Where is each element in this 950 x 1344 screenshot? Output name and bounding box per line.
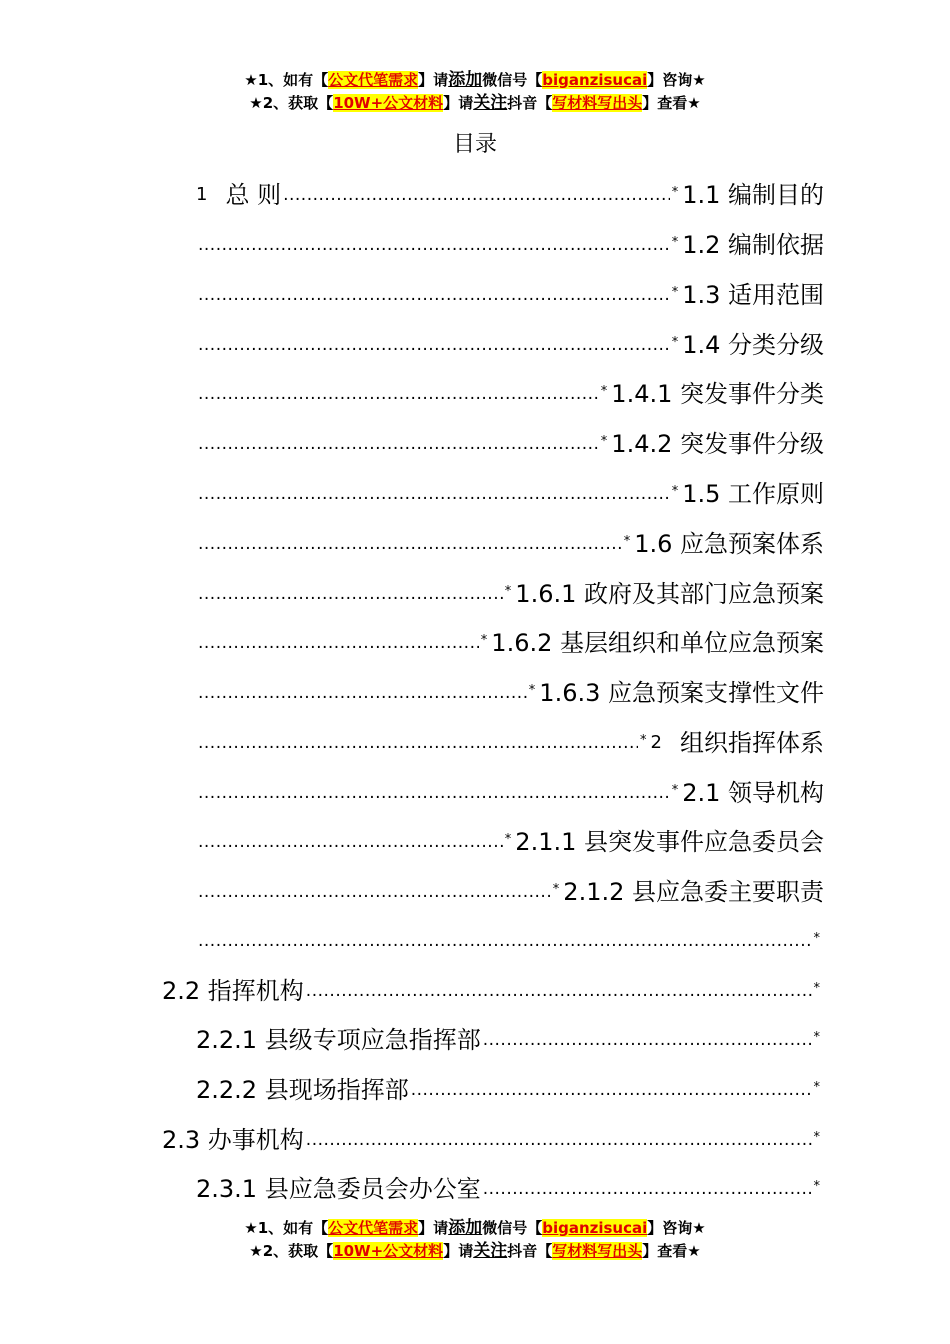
toc-next-text: 1.2 编制依据 [682,231,824,259]
banner-text: 微信号【 [482,71,543,89]
toc-next-number: 2 [650,732,662,753]
toc-text: 2.3 办事机构 [162,1126,304,1154]
toc-next-text: 2.1.2 县应急委主要职责 [563,878,824,906]
banner-highlight: biganzisucai [542,71,648,89]
toc-leader [198,483,670,505]
toc-entry[interactable] [196,873,824,907]
banner-underline: 添加 [448,1218,483,1238]
banner-text: 】请 [418,1219,449,1237]
banner-underline: 添加 [448,70,483,90]
toc-page-marker: * [600,384,608,399]
toc-page-marker: * [671,484,679,499]
toc-leader [198,383,599,405]
toc-leader [198,533,622,555]
toc-leader [306,1129,812,1151]
toc-next-text: 1.6.2 基层组织和单位应急预案 [491,629,824,657]
toc-page-marker: * [528,683,536,698]
toc-entry[interactable] [196,525,824,559]
toc-leader [198,732,638,754]
banner-text: ★1、如有【 [244,71,329,89]
toc-entry[interactable] [196,375,824,409]
toc-leader [198,782,670,804]
banner-text: 】查看★ [642,1242,701,1260]
banner-text: 】咨询★ [647,71,706,89]
toc-leader [198,234,670,256]
toc-leader [411,1079,812,1101]
toc-entry[interactable] [196,1170,824,1204]
toc-page-marker: * [671,783,679,798]
toc-page-marker: * [671,235,679,250]
banner-text: 抖音【 [507,1242,553,1260]
banner-highlight: 10W+公文材料 [333,94,444,112]
banner-underline: 关注 [473,1241,508,1261]
toc-entry[interactable] [196,326,824,360]
toc-leader [198,930,812,952]
toc-leader [198,881,551,903]
toc-leader [198,583,503,605]
toc-entry[interactable] [196,1071,824,1105]
toc-text: 总 则 [225,181,282,209]
banner-text: 】请 [443,94,474,112]
banner-text: 】请 [418,71,449,89]
banner-text: 】咨询★ [647,1219,706,1237]
toc-leader [483,1178,812,1200]
toc-page-marker: * [600,434,608,449]
toc-page-marker: * [671,185,679,200]
toc-leader [198,284,670,306]
toc-entry[interactable] [196,425,824,459]
toc-next-text: 1.6.1 政府及其部门应急预案 [515,580,824,608]
toc-entry[interactable] [162,972,824,1006]
toc-next-text: 1.6 应急预案体系 [634,530,824,558]
toc-text: 2.2 指挥机构 [162,977,304,1005]
toc-page-marker: * [813,1030,820,1045]
toc-leader [198,831,503,853]
toc-leader [198,334,670,356]
toc-entry[interactable] [196,475,824,509]
toc-leader [198,433,599,455]
banner-text: ★1、如有【 [244,1219,329,1237]
toc-next-text: 2.1 领导机构 [682,779,824,807]
toc-leader [283,184,670,206]
banner-text: 微信号【 [482,1219,543,1237]
toc-entry[interactable] [196,276,824,310]
toc-entry[interactable] [162,1121,824,1155]
toc-page-marker: * [813,1179,820,1194]
toc-next-text: 1.5 工作原则 [682,480,824,508]
toc-next-text: 1.1 编制目的 [682,181,824,209]
toc-entry[interactable] [196,575,824,609]
toc-leader [306,980,812,1002]
toc-leader [198,682,527,704]
bottom-banner [0,1217,950,1263]
banner-text: 抖音【 [507,94,553,112]
toc-next-text: 1.6.3 应急预案支撑性文件 [539,679,824,707]
toc-next-text: 2.1.1 县突发事件应急委员会 [515,828,824,856]
toc-page-marker: * [552,882,560,897]
toc-entry[interactable] [196,823,824,857]
toc-page-marker: * [813,931,820,946]
banner-line-1 [0,1217,950,1240]
toc-next-text: 1.4.1 突发事件分类 [611,380,824,408]
toc-next-text: 1.3 适用范围 [682,281,824,309]
toc-page-marker: * [504,832,512,847]
toc-page-marker: * [640,733,647,748]
toc-text: 2.3.1 县应急委员会办公室 [196,1175,481,1203]
toc-page-marker: * [504,584,512,599]
toc-entry[interactable] [196,176,824,210]
toc-entry[interactable] [196,774,824,808]
toc-page-marker: * [671,335,679,350]
banner-text: ★2、获取【 [249,1242,334,1260]
top-banner [0,69,950,115]
toc-entry[interactable] [196,674,824,708]
toc-page-marker: * [623,534,631,549]
banner-highlight: biganzisucai [542,1219,648,1237]
banner-highlight: 写材料写出头 [552,94,643,112]
banner-text: 】查看★ [642,94,701,112]
toc-page-marker: * [813,1080,820,1095]
toc-text: 2.2.1 县级专项应急指挥部 [196,1026,481,1054]
banner-line-1 [0,69,950,92]
banner-line-2 [0,92,950,115]
toc-page-marker: * [813,981,820,996]
banner-text: 】请 [443,1242,474,1260]
toc-leader [483,1029,812,1051]
toc-next-text: 1.4.2 突发事件分级 [611,430,824,458]
toc-entry[interactable] [196,1021,824,1055]
banner-underline: 关注 [473,93,508,113]
banner-highlight: 公文代笔需求 [328,71,419,89]
banner-highlight: 写材料写出头 [552,1242,643,1260]
banner-highlight: 公文代笔需求 [328,1219,419,1237]
toc-leader [198,632,479,654]
toc-title: 目录 [452,132,497,157]
toc-entry[interactable] [196,724,824,758]
toc-page-marker: * [480,633,488,648]
banner-highlight: 10W+公文材料 [333,1242,444,1260]
toc-number: 1 [196,184,208,205]
toc-next-text: 组织指挥体系 [680,729,824,757]
toc-entry[interactable] [196,226,824,260]
toc-entry[interactable] [196,624,824,658]
banner-line-2 [0,1240,950,1263]
banner-text: ★2、获取【 [249,94,334,112]
toc-page-marker: * [671,285,679,300]
toc-text: 2.2.2 县现场指挥部 [196,1076,409,1104]
toc-next-text: 1.4 分类分级 [682,331,824,359]
toc-page-marker: * [813,1130,820,1145]
toc-entry[interactable] [196,922,824,956]
